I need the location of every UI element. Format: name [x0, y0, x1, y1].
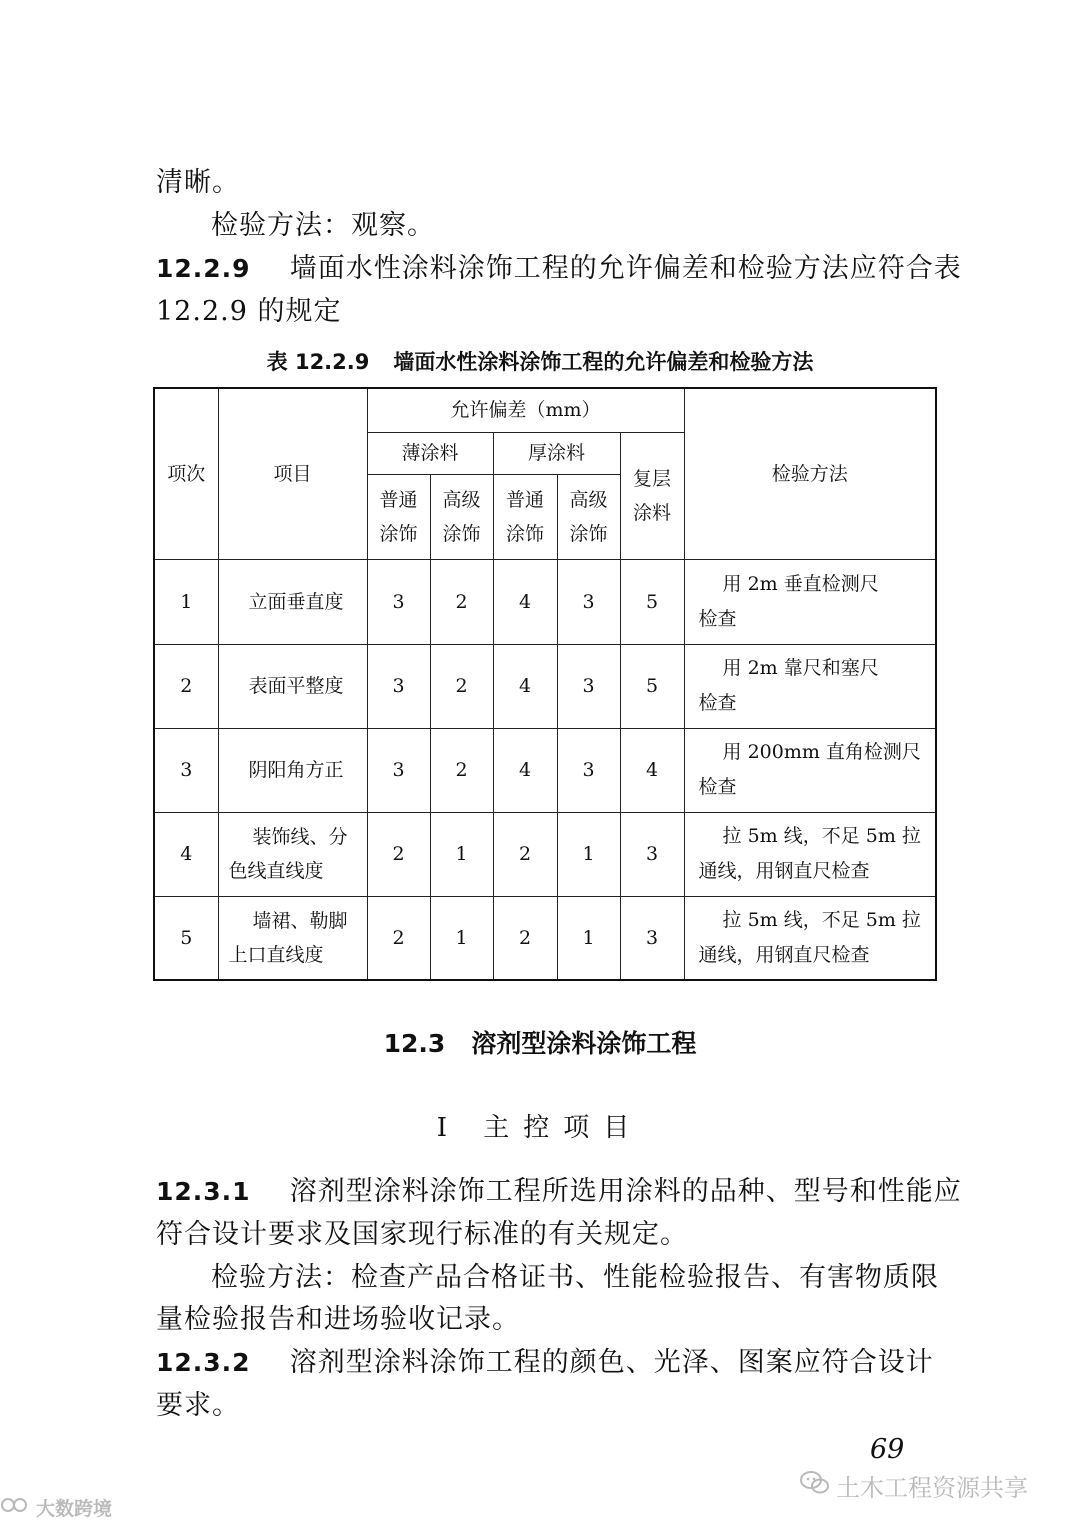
row-method-line2: 检查 [698, 776, 737, 798]
header-thick: 厚涂料 [493, 432, 620, 474]
header-row-1 [154, 388, 936, 432]
row-method-line1: 用 2m 靠尺和塞尺 [722, 657, 879, 679]
row-item: 立面垂直度 [218, 559, 367, 644]
row-thin-high: 2 [430, 728, 493, 812]
watermark-right-text: 土木工程资源共享 [836, 1474, 1028, 1502]
row-multi: 4 [620, 728, 684, 812]
row-method [684, 728, 936, 812]
header-normal-line2: 涂饰 [505, 522, 544, 545]
brand-logo-icon [0, 1494, 30, 1521]
intro-line: 清晰。 [156, 167, 240, 198]
header-method: 检验方法 [684, 388, 936, 559]
row-multi: 3 [620, 812, 684, 896]
header-item: 项目 [218, 388, 367, 559]
row-item [218, 812, 367, 896]
row-thick-normal: 2 [493, 812, 557, 896]
header-high-line2: 涂饰 [442, 522, 481, 545]
section-title: 溶剂型涂料涂饰工程 [471, 1029, 697, 1058]
row-method-line1: 拉 5m 线，不足 5m 拉 [722, 825, 921, 847]
table-row [154, 644, 936, 728]
deviation-table [153, 387, 937, 981]
row-item-line2: 色线直线度 [228, 860, 324, 882]
inspection-method-continuation: 量检验报告和进场验收记录。 [156, 1304, 520, 1335]
clause-number: 12.3.1 [156, 1177, 251, 1206]
header-deviation: 允许偏差（mm） [367, 388, 684, 432]
row-index: 4 [154, 812, 218, 896]
row-method-line1: 用 2m 垂直检测尺 [722, 572, 879, 595]
row-thin-normal: 2 [367, 812, 430, 896]
header-thick-high [557, 474, 620, 559]
row-index: 2 [154, 644, 218, 728]
clause-number: 12.3.2 [156, 1348, 251, 1377]
row-thin-high: 1 [430, 812, 493, 896]
section-heading [0, 1026, 1080, 1062]
header-index: 项次 [154, 388, 218, 559]
row-thin-high: 1 [430, 896, 493, 980]
row-thick-high: 1 [557, 896, 620, 980]
clause-12-3-1 [156, 1174, 962, 1210]
section-number: 12.3 [383, 1029, 446, 1058]
header-thin: 薄涂料 [367, 432, 493, 474]
row-index: 1 [154, 559, 218, 644]
row-method [684, 559, 936, 644]
row-thick-high: 3 [557, 559, 620, 644]
row-method-line2: 检查 [698, 692, 737, 714]
row-index: 3 [154, 728, 218, 812]
row-multi: 5 [620, 644, 684, 728]
watermark-left-text: 大数跨境 [36, 1498, 113, 1520]
row-method-line1: 用 200mm 直角检测尺 [722, 741, 921, 763]
inspection-method-line: 检验方法：检查产品合格证书、性能检验报告、有害物质限 [211, 1262, 939, 1293]
row-method-line1: 拉 5m 线，不足 5m 拉 [722, 908, 921, 931]
row-thin-normal: 3 [367, 728, 430, 812]
row-item [218, 896, 367, 980]
row-thick-high: 1 [557, 812, 620, 896]
row-item-line2: 上口直线度 [228, 943, 324, 966]
row-thick-high: 3 [557, 728, 620, 812]
row-item: 表面平整度 [218, 644, 367, 728]
header-thin-high [430, 474, 493, 559]
subsection-heading: Ⅰ 主控项目 [436, 1113, 644, 1143]
row-item: 阴阳角方正 [218, 728, 367, 812]
row-method [684, 896, 936, 980]
row-thick-normal: 2 [493, 896, 557, 980]
clause-continuation: 符合设计要求及国家现行标准的有关规定。 [156, 1219, 688, 1250]
row-thin-high: 2 [430, 559, 493, 644]
page-number: 69 [870, 1434, 905, 1465]
row-multi: 5 [620, 559, 684, 644]
clause-continuation: 要求。 [156, 1390, 240, 1421]
row-thick-normal: 4 [493, 559, 557, 644]
watermark-wechat [800, 1468, 1028, 1503]
row-thick-normal: 4 [493, 644, 557, 728]
header-multi [620, 432, 684, 559]
table-row [154, 728, 936, 812]
row-thin-normal: 3 [367, 644, 430, 728]
header-high-line1: 高级 [569, 488, 608, 511]
clause-text: 溶剂型涂料涂饰工程所选用涂料的品种、型号和性能应 [289, 1176, 962, 1207]
row-method-line2: 通线，用钢直尺检查 [698, 860, 870, 882]
row-method [684, 812, 936, 896]
row-item-line1: 墙裙、勒脚 [252, 909, 348, 932]
wechat-icon [800, 1470, 830, 1502]
clause-text: 溶剂型涂料涂饰工程的颜色、光泽、图案应符合设计 [289, 1347, 934, 1378]
row-multi: 3 [620, 896, 684, 980]
watermark-brand [0, 1494, 112, 1521]
row-thick-high: 3 [557, 644, 620, 728]
header-normal-line2: 涂饰 [379, 522, 418, 545]
row-thin-normal: 2 [367, 896, 430, 980]
row-thick-normal: 4 [493, 728, 557, 812]
header-high-line1: 高级 [442, 488, 481, 511]
clause-12-2-9 [156, 251, 962, 287]
row-method-line2: 通线，用钢直尺检查 [698, 943, 870, 966]
header-thin-normal [367, 474, 430, 559]
clause-number: 12.2.9 [156, 254, 251, 283]
table-row [154, 559, 936, 644]
clause-12-3-2 [156, 1345, 934, 1381]
row-thin-normal: 3 [367, 559, 430, 644]
header-high-line2: 涂饰 [569, 522, 608, 545]
row-method-line2: 检查 [698, 607, 737, 630]
row-item-line1: 装饰线、分 [252, 826, 348, 848]
clause-text: 墙面水性涂料涂饰工程的允许偏差和检验方法应符合表 [289, 253, 962, 284]
header-multi-line2: 涂料 [633, 501, 672, 524]
header-normal-line1: 普通 [505, 488, 544, 511]
table-row [154, 896, 936, 980]
row-method [684, 644, 936, 728]
table-caption-title: 墙面水性涂料涂饰工程的允许偏差和检验方法 [393, 350, 814, 374]
header-multi-line1: 复层 [633, 467, 672, 490]
clause-continuation: 12.2.9 的规定 [156, 296, 342, 327]
table-caption-number: 表 12.2.9 [266, 350, 370, 374]
table-caption [0, 346, 1080, 378]
inspection-method-line: 检验方法：观察。 [211, 210, 435, 241]
header-thick-normal [493, 474, 557, 559]
table-row [154, 812, 936, 896]
row-thin-high: 2 [430, 644, 493, 728]
header-normal-line1: 普通 [379, 488, 418, 511]
row-index: 5 [154, 896, 218, 980]
